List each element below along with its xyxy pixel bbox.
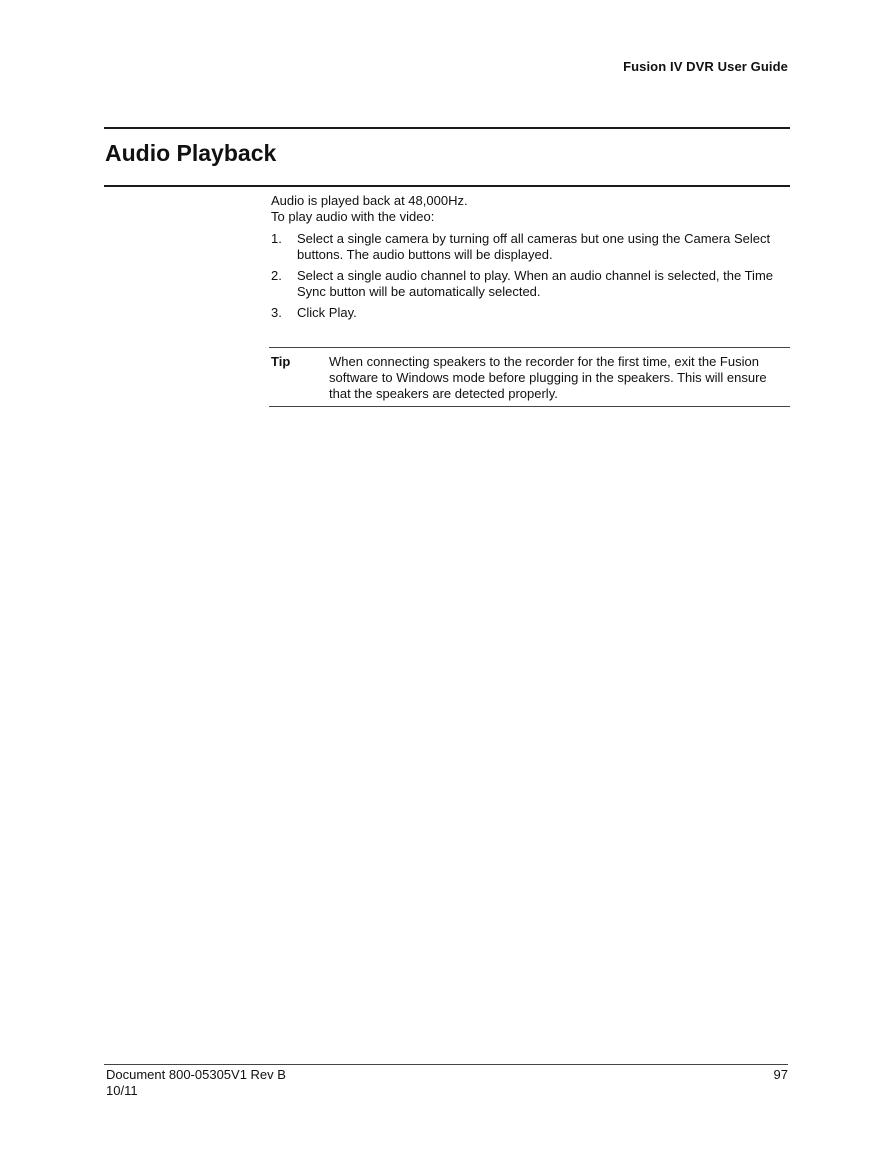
page-number: 97 bbox=[773, 1067, 788, 1082]
step-number: 2. bbox=[271, 268, 282, 283]
list-item bbox=[271, 231, 791, 263]
page-title: Audio Playback bbox=[105, 140, 277, 166]
document-date: 10/11 bbox=[106, 1083, 138, 1098]
list-item bbox=[271, 305, 791, 321]
step-text: Select a single camera by turning off all cameras but one using the Camera Select buttons. The audio buttons will be displayed. bbox=[297, 231, 771, 262]
title-top-rule bbox=[104, 127, 790, 129]
title-bottom-rule bbox=[104, 185, 790, 187]
tip-box bbox=[269, 347, 790, 407]
tip-label: Tip bbox=[271, 354, 291, 369]
list-item bbox=[271, 268, 791, 300]
running-header: Fusion IV DVR User Guide bbox=[623, 59, 788, 74]
tip-text: When connecting speakers to the recorder for the first time, exit the Fusion software to Windows mode before plugging in the speakers. This will ensure that the speakers are detected properly. bbox=[329, 354, 767, 401]
step-text: Click Play. bbox=[297, 305, 357, 320]
intro-paragraph: Audio is played back at 48,000Hz. bbox=[271, 193, 468, 208]
document-number: Document 800-05305V1 Rev B bbox=[106, 1067, 286, 1082]
footer-rule bbox=[104, 1064, 788, 1065]
steps-list bbox=[271, 231, 791, 321]
step-number: 1. bbox=[271, 231, 282, 246]
lead-paragraph: To play audio with the video: bbox=[271, 209, 435, 224]
footer-document-info bbox=[106, 1067, 286, 1099]
step-number: 3. bbox=[271, 305, 282, 320]
body-content bbox=[271, 193, 791, 326]
step-text: Select a single audio channel to play. When an audio channel is selected, the Time Sync button will be automatically selected. bbox=[297, 268, 774, 299]
